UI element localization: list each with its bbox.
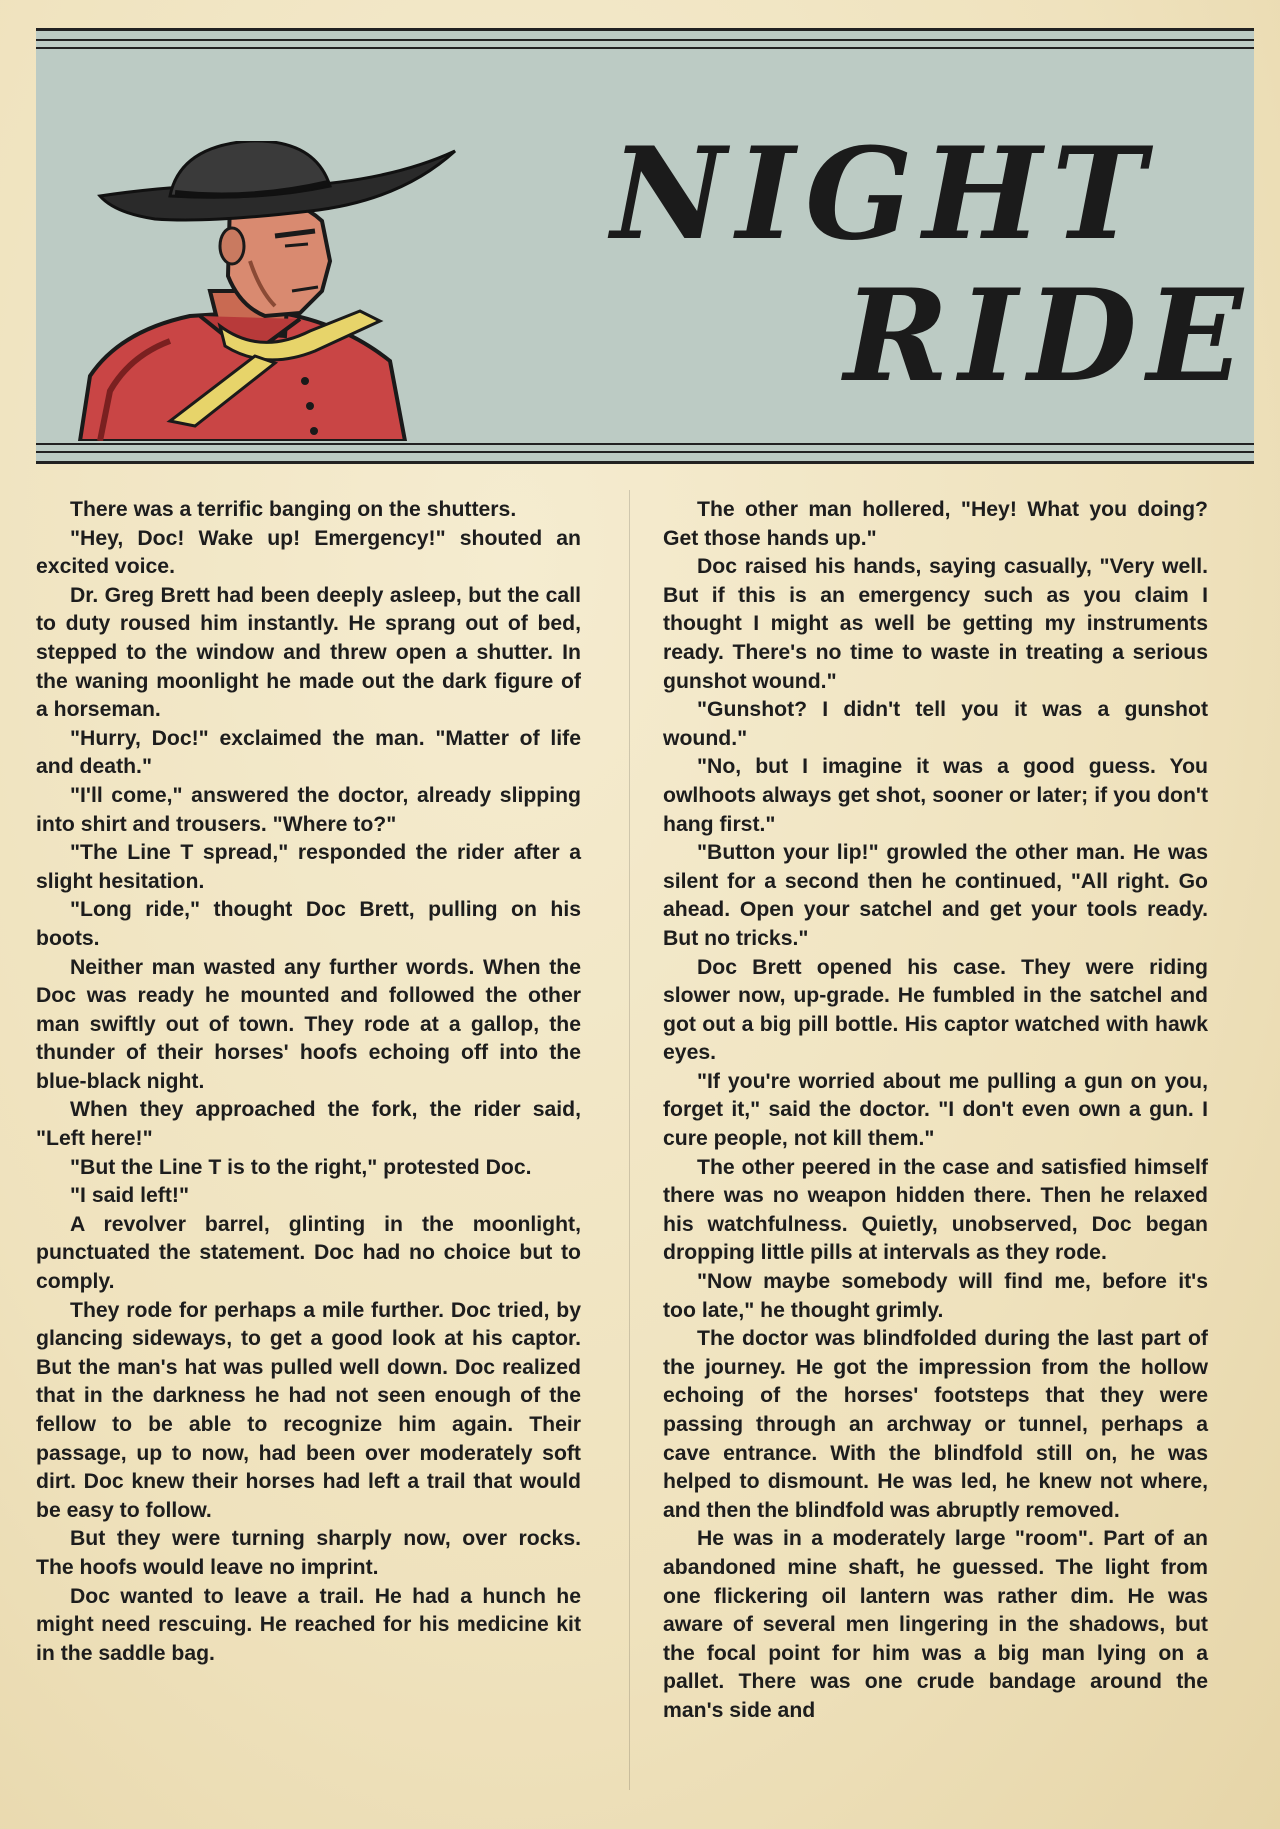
story-paragraph: Doc wanted to leave a trail. He had a hunch he might need rescuing. He reached for his medicine kit in the saddle bag. bbox=[36, 1584, 581, 1665]
title-line-2: RIDE bbox=[844, 262, 1253, 410]
cowboy-portrait-illustration bbox=[60, 141, 460, 441]
story-paragraph: There was a terrific banging on the shutters. bbox=[70, 498, 517, 521]
story-paragraph: Doc raised his hands, saying casually, "Very well. But if this is an emergency such as you claim I thought I might as well be getting my instruments ready. There's no time to waste in treating a serious gunshot wound." bbox=[663, 555, 1208, 693]
title-line-1: NIGHT bbox=[611, 120, 1156, 268]
story-paragraph: "No, but I imagine it was a good guess. You owlhoots always get shot, sooner or later; if you don't hang first." bbox=[663, 755, 1208, 836]
story-paragraph: "But the Line T is to the right," protested Doc. bbox=[70, 1155, 532, 1179]
story-paragraph: "Long ride," thought Doc Brett, pulling on his boots. bbox=[36, 898, 581, 950]
story-paragraph: "Hey, Doc! Wake up! Emergency!" shouted an excited voice. bbox=[36, 526, 581, 579]
story-paragraph: "If you're worried about me pulling a gun on you, forget it," said the doctor. "I don't even own a gun. I cure people, not kill them." bbox=[663, 1069, 1208, 1151]
title-banner bbox=[36, 28, 1254, 464]
banner-rule bbox=[36, 443, 1254, 445]
story-paragraph: "I said left!" bbox=[70, 1184, 189, 1208]
banner-rule bbox=[36, 39, 1254, 41]
story-column-right bbox=[663, 496, 1208, 1726]
story-paragraph: When they approached the fork, the rider said, "Left here!" bbox=[36, 1098, 581, 1151]
story-paragraph: A revolver barrel, glinting in the moonlight, punctuated the statement. Doc had no choice but to comply. bbox=[36, 1212, 581, 1294]
banner-rule bbox=[36, 451, 1254, 453]
story-paragraph: Dr. Greg Brett had been deeply asleep, but the call to duty roused him instantly. He sprang out of bed, stepped to the window and threw open a shutter. In the waning moonlight he made out the dark figure of a horseman. bbox=[36, 583, 581, 722]
story-paragraph: Doc Brett opened his case. They were riding slower now, up-grade. He fumbled in the satchel and got out a big pill bottle. His captor watched with hawk eyes. bbox=[663, 955, 1208, 1065]
story-paragraph: The other peered in the case and satisfied himself there was no weapon hidden there. Then he relaxed his watchfulness. Quietly, unobserved, Doc began dropping little pills at intervals as they rode. bbox=[663, 1155, 1208, 1265]
story-paragraph: The other man hollered, "Hey! What you doing? Get those hands up." bbox=[663, 498, 1208, 550]
story-paragraph: "Hurry, Doc!" exclaimed the man. "Matter of life and death." bbox=[36, 726, 581, 779]
story-paragraph: But they were turning sharply now, over rocks. The hoofs would leave no imprint. bbox=[36, 1527, 581, 1579]
banner-rule bbox=[36, 47, 1254, 49]
story-column-left bbox=[36, 496, 581, 1668]
story-paragraph: Neither man wasted any further words. When the Doc was ready he mounted and followed the other man swiftly out of town. They rode at a gallop, the thunder of their horses' hoofs echoing off into the blue-black night. bbox=[36, 955, 581, 1093]
story-paragraph: They rode for perhaps a mile further. Doc tried, by glancing sideways, to get a good look at his captor. But the man's hat was pulled well down. Doc realized that in the darkness he had not seen enough of the fellow to be able to recognize him again. Their passage, up to now, had been over moderately soft dirt. Doc knew their horses had left a trail that would be easy to follow. bbox=[36, 1298, 581, 1522]
story-paragraph: "Gunshot? I didn't tell you it was a gunshot wound." bbox=[663, 698, 1208, 750]
story-paragraph: He was in a moderately large "room". Part of an abandoned mine shaft, he guessed. The light from one flickering oil lantern was rather dim. He was aware of several men lingering in the shadows, but the focal point for him was a big man lying on a pallet. There was one crude bandage around the man's side and bbox=[663, 1527, 1208, 1722]
story-paragraph: The doctor was blindfolded during the last part of the journey. He got the impression from the hollow echoing of the horses' footsteps that they were passing through an archway or tunnel, perhaps a cave entrance. With the blindfold still on, he was helped to dismount. He was led, he knew not where, and then the blindfold was abruptly removed. bbox=[663, 1327, 1208, 1522]
story-paragraph: "The Line T spread," responded the rider after a slight hesitation. bbox=[36, 841, 581, 893]
column-divider bbox=[629, 490, 630, 1790]
story-paragraph: "I'll come," answered the doctor, already slipping into shirt and trousers. "Where to?" bbox=[36, 783, 581, 836]
story-paragraph: "Now maybe somebody will find me, before it's too late," he thought grimly. bbox=[663, 1270, 1208, 1322]
story-paragraph: "Button your lip!" growled the other man. He was silent for a second then he continued, "All right. Go ahead. Open your satchel and get your tools ready. But no tricks." bbox=[663, 841, 1208, 950]
